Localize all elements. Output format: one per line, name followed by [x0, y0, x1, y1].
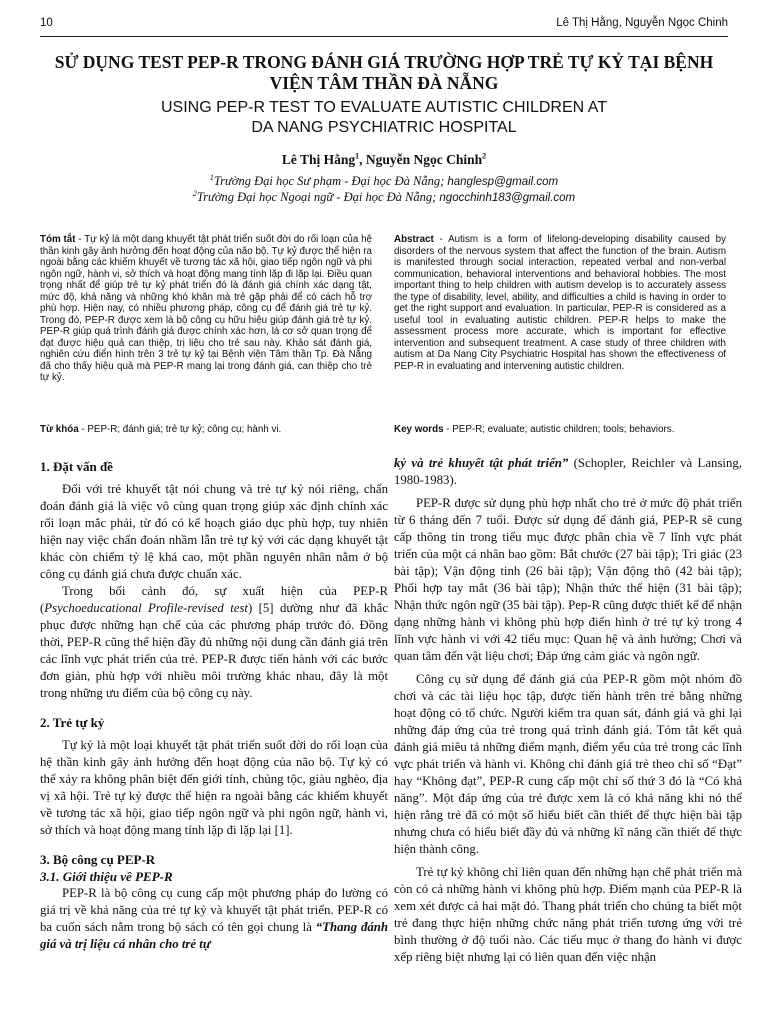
- abstract-text: - Tự kỷ là một dạng khuyết tật phát triển suốt đời do rối loạn của hệ thần kinh gây ảnh hưởng đến hoạt động của não bộ. Tự kỷ được thể hiện ra ngoài bằng các khiếm khuyết về tương tác xã hội, giao tiếp ngôn ngữ và phi ngôn ngữ, hành vi, sở thích và hoạt động mang tính lặp đi lặp lại. Điều quan trọng nhất để giúp trẻ tự kỷ phát triển đó là đánh giá chính xác dạng tật, mức độ, khả năng và những khó khăn mà trẻ gặp phải để có cách hỗ trợ phù hợp. Hiện nay, có nhiều phương pháp, công cụ để đánh giá trẻ tự kỷ. Trong đó, PEP-R được xem là bộ công cụ hữu hiệu giúp đánh giá trẻ tự kỷ. PEP-R giúp quá trình đánh giá được chính xác hơn, là cơ sở quan trọng để đạt được hiệu quả can thiệp, trị liệu cho trẻ sau này. Khảo sát đánh giá, nghiên cứu điển hình trên 3 trẻ tự kỷ tại Bệnh viện Tâm thần Tp. Đà Nẵng đã cho thấy hiệu quả mà PEP-R mang lại trong đánh giá, can thiệp cho trẻ tự kỷ.: [40, 234, 373, 383]
- affiliation-mark: 1: [209, 172, 214, 182]
- paragraph: Tự kỷ là một loại khuyết tật phát triển suốt đời do rối loạn của hệ thần kinh gây ảnh hưởng đến hoạt động của não bộ. Tự kỷ có thể xảy ra không phân biệt đến giới tính, chủng tộc, giàu nghèo, địa vị xã hội. Trẻ tự kỷ được thể hiện ra ngoài bằng các khiếm khuyết về tương tác xã hội, giao tiếp ngôn ngữ và phi ngôn ngữ, hành vi, sở thích và hoạt động mang tính lặp đi lặp lại [1].: [40, 738, 388, 837]
- paragraph: [40, 583, 388, 702]
- paragraph: Công cụ sử dụng để đánh giá của PEP-R gồm một nhóm đồ chơi và các tài liệu học tập, được tiến hành trên trẻ bằng những hoạt động có tổ chức. Người kiểm tra quan sát, đánh giá và ghi lại những đáp ứng của trẻ trong quá trình đánh giá. Tóm tắt kết quả đánh giá miêu tả những điểm mạnh, điểm yếu của trẻ trong các lĩnh vực phát triển và hành vi. Không chỉ đánh giá trẻ theo chỉ số “Đạt” hay “Không đạt”, PEP-R cung cấp một chỉ số thứ 3 đó là “Có khả năng”. Một đáp ứng của trẻ được xem là có khả năng khi nó thể hiện rằng trẻ đã có một số hiểu biết cần thiết để thực hiện bài tập nhưng chưa có hiểu biết đầy đủ và những kĩ năng cần thiết để thực hiện thành công.: [394, 672, 742, 856]
- keywords-label: Key words: [394, 424, 444, 435]
- affiliation-name: Trường Đại học Ngoại ngữ - Đại học Đà Nẵng;: [196, 190, 437, 204]
- running-authors: Lê Thị Hằng, Nguyễn Ngọc Chinh: [556, 17, 728, 29]
- keywords-text: - PEP-R; đánh giá; trẻ tự kỷ; công cụ; hành vi.: [78, 424, 282, 435]
- author-affiliation-mark: 1: [355, 151, 360, 161]
- header-rule: [40, 36, 728, 37]
- paragraph-text: PEP-R là bộ công cụ cung cấp một phương pháp đo lường có giá trị về khả năng của trẻ tự kỷ và khuyết tật phát triển. PEP-R có ba cuốn sách nằm trong bộ sách có tên gọi chung là: [40, 886, 388, 934]
- body-column-right: [394, 455, 742, 966]
- author-name: Lê Thị Hằng: [281, 152, 356, 167]
- keywords-english: [394, 424, 726, 435]
- section-heading: 2. Trẻ tự kỷ: [40, 715, 105, 730]
- author-affiliation-mark: 2: [482, 151, 487, 161]
- author-list: [40, 152, 728, 168]
- abstract-english: [394, 234, 726, 372]
- affiliation: [40, 174, 728, 189]
- paragraph: Trẻ tự kỷ không chỉ liên quan đến những hạn chế phát triển mà còn có cả những hành vi không phù hợp. Điểm mạnh của PEP-R là xem xét được cả hai mặt đó. Thang phát triển cho chúng ta biết một trẻ đang thực hiện những chức năng phát triển tương ứng với trẻ bình thường ở độ tuổi nào. Các tiểu mục ở thang đo hành vi được xếp riêng biệt nhưng lại có liên quan đến việc nhận: [394, 865, 742, 964]
- keywords-text: - PEP-R; evaluate; autistic children; tools; behaviors.: [443, 424, 675, 435]
- paragraph-italic-text: Psychoeducational Profile-revised test: [44, 601, 248, 615]
- paragraph: PEP-R được sử dụng phù hợp nhất cho trẻ ở mức độ phát triển từ 6 tháng đến 7 tuổi. Được sử dụng để đánh giá, PEP-R sẽ cung cấp thông tin trong tiểu mục được phân chia về 7 lĩnh vực phát triển của một cá nhân bao gồm: Bắt chước (27 bài tập); Tri giác (23 bài tập); Vận động tinh (26 bài tập); Vận động thô (42 bài tập); Phối hợp tay mắt (36 bài tập); Nhận thức thể hiện (31 bài tập); Nhận thức ngôn ngữ (35 bài tập). Pep-R cũng được thiết kế để nhận dạng những hành vi không phù hợp điển hình ở trẻ tự kỷ trong 4 lĩnh vực hành vi với 42 tiểu mục: Quan hệ và ảnh hưởng; Chơi và quan tâm đến vật liệu chơi; Đáp ứng cảm giác và ngôn ngữ.: [394, 496, 742, 663]
- author-separator: ,: [359, 152, 366, 167]
- keywords-vietnamese: [40, 424, 372, 435]
- abstract-text: - Autism is a form of lifelong-developing disability caused by disorders of the nervous system that affect the function of the brain. Autism is manifested through social interaction, repeated verbal and non-verbal communication, behavioral interventions and behavioral hobbies. The most important thing to help children with autism develop is to accurately assess the type of disability, level, ability, and difficulties a child is having in order to get the right support and evaluation. In particular, PEP-R is considered as a useful tool in evaluating autistic children. PEP-R helps to make the assessment process more accurate, which is important for effective intervention and subsequent treatment. A case study of three children with autism at Da Nang City Psychiatric Hospital has shown the effectiveness of PEP-R in evaluating and intervening autistic children.: [394, 234, 726, 372]
- author-email: ngocchinh183@gmail.com: [439, 192, 576, 204]
- title-vietnamese: SỬ DỤNG TEST PEP-R TRONG ĐÁNH GIÁ TRƯỜNG HỢP TRẺ TỰ KỶ TẠI BỆNH VIỆN TÂM THẦN ĐÀ NẴNG: [54, 52, 714, 93]
- page-number: 10: [40, 17, 53, 29]
- book-title-text: “Thang đánh giá và trị liệu cá nhân cho trẻ tự: [40, 920, 388, 951]
- paragraph-text: Trong bối cảnh đó, sự xuất hiện của PEP-R (: [40, 584, 388, 615]
- paragraph-text: (Schopler, Reichler và Lansing, 1980-1983).: [394, 456, 742, 487]
- keywords-label: Từ khóa: [40, 424, 79, 435]
- affiliation-mark: 2: [192, 188, 197, 198]
- book-title-text: kỷ và trẻ khuyết tật phát triển”: [394, 456, 569, 470]
- paragraph: [40, 885, 388, 953]
- abstract-label: Abstract: [394, 234, 434, 245]
- running-header: [40, 17, 728, 35]
- author-email: hanglesp@gmail.com: [447, 176, 559, 188]
- abstract-label: Tóm tắt: [40, 234, 76, 245]
- affiliation-name: Trường Đại học Sư phạm - Đại học Đà Nẵng;: [213, 174, 445, 188]
- title-english-line2: DA NANG PSYCHIATRIC HOSPITAL: [251, 119, 517, 136]
- section-heading: 1. Đặt vấn đề: [40, 459, 113, 474]
- body-column-left: [40, 458, 388, 953]
- subsection-heading: 3.1. Giới thiệu về PEP-R: [40, 869, 173, 884]
- paragraph-text: ) [5] dường như đã khắc phục được những hạn chế của các phương pháp trước đó. Đồng thời, PEP-R cũng thể hiện đầy đủ những nội dung cần đánh giá trên các lĩnh vực phát triển của trẻ. PEP-R được tiến hành với các bước đơn giản, phù hợp với nhiều môi trường khác nhau, đây là một trong những ưu điểm của bộ công cụ này.: [40, 601, 388, 700]
- abstract-vietnamese: [40, 234, 372, 384]
- paragraph: [394, 455, 742, 489]
- author-name: Nguyễn Ngọc Chinh: [365, 152, 483, 167]
- affiliation: [40, 190, 728, 205]
- title-english: [40, 98, 728, 138]
- title-english-line1: USING PEP-R TEST TO EVALUATE AUTISTIC CHILDREN AT: [160, 99, 608, 116]
- section-heading: 3. Bộ công cụ PEP-R: [40, 852, 156, 867]
- paragraph: Đối với trẻ khuyết tật nói chung và trẻ tự kỷ nói riêng, chẩn đoán đánh giá là việc vô cùng quan trọng giúp xác định chính xác rối loạn mắc phải, từ đó có kế hoạch giáo dục phù hợp, tuy nhiên hiện nay việc chẩn đoán nhầm lẫn trẻ tự kỷ với các dạng khuyết tật khác còn chiếm tỷ lệ khá cao, một phần nguyên nhân nằm ở bộ công cụ đánh giá chưa được chuẩn xác.: [40, 482, 388, 581]
